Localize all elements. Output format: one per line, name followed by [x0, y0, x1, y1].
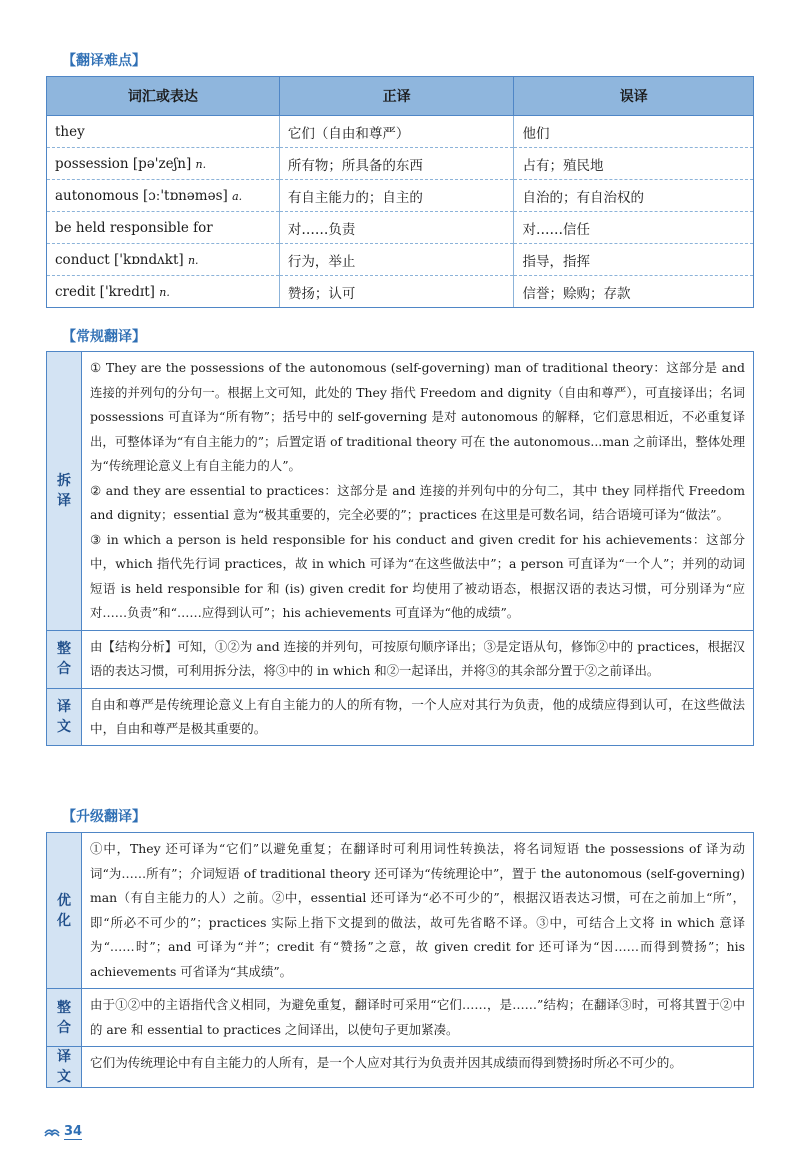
optimize-text: ①中，They 还可译为“它们”以避免重复；在翻译时可利用词性转换法，将名词短语 the possessions of 译为动词“为……所有”；介词短语 of traditional theory 还可译为“传统理论中”，置于 the autonomous (self-governing) man（有自主能力的人）之前。②中，essential 还可译为“必不可少的”，根据汉语表达习惯，可在之前加上“所”，即“所必不可少的”；practices 实际上指下文提到的做法，故可先省略不译。③中，可结合上文将 in which 意译为“……时”；and 可译为“并”；credit 有“赞扬”之意，故 given credit for 还可译为“因……而得到赞扬”；his achievements 可省译为“其成绩”。: [90, 841, 745, 979]
vocab-term: [47, 148, 280, 180]
split-para-1: ① They are the possessions of the autonomous (self-governing) man of traditional theory：这部分是 and 连接的并列句的分句一。根据上文可知，此处的 They 指代 Freedom and dignity（自由和尊严），可直接译出；名词 possessions 可直译为“所有物”；括号中的 self-governing 是对 autonomous 的解释，它们意思相近，不必重复译出，可整体译为“有自主能力的”；后置定语 of traditional theory 可在 the autonomous...man 之前译出，整体处理为“传统理论意义上有自主能力的人”。: [90, 360, 745, 473]
translation-label-char-1: 译: [57, 698, 71, 715]
vocab-wrong: 信誉；赊购；存款: [514, 276, 754, 308]
integrate-label: [47, 631, 82, 688]
vocab-term-text: conduct ['kɒndʌkt]: [55, 251, 184, 268]
upgrade-translation-box: [46, 832, 754, 1088]
vocab-correct: 行为，举止: [279, 244, 514, 276]
vocab-row: [47, 116, 754, 148]
vocab-wrong: 自治的；有自治权的: [514, 180, 754, 212]
upgrade-integrate-content: [82, 989, 753, 1046]
translation-content: [82, 689, 753, 745]
header-wrong: 误译: [514, 77, 754, 116]
integrate-row: [47, 631, 753, 689]
translation-label-char-2: 文: [57, 718, 71, 735]
regular-translation-box: [46, 351, 754, 746]
vocab-term: [47, 244, 280, 276]
vocab-row: [47, 244, 754, 276]
vocab-term: [47, 212, 280, 244]
vocab-pos: n.: [187, 253, 199, 267]
vocab-row: [47, 180, 754, 212]
translation-row: [47, 689, 753, 745]
vocab-row: [47, 276, 754, 308]
upgrade-translation-row: [47, 1047, 753, 1087]
vocab-row: [47, 148, 754, 180]
split-label-char-1: 拆: [57, 472, 71, 489]
vocab-pos: n.: [159, 285, 170, 299]
vocab-term-text: credit ['kredɪt]: [55, 283, 155, 300]
optimize-label: [47, 833, 82, 988]
integrate-label-char-1: 整: [57, 641, 71, 657]
vocab-wrong: 他们: [514, 116, 754, 148]
vocab-correct: 它们（自由和尊严）: [279, 116, 514, 148]
optimize-label-char-1: 优: [57, 892, 71, 909]
upgrade-integrate-text: 由于①②中的主语指代含义相同，为避免重复，翻译时可采用“它们……，是……”结构；在翻译③时，可将其置于②中的 are 和 essential to practices 之间译出，以使句子更加紧凑。: [90, 997, 745, 1037]
translation-text: 自由和尊严是传统理论意义上有自主能力的人的所有物，一个人应对其行为负责，他的成绩应得到认可，在这些做法中，自由和尊严是极其重要的。: [90, 696, 745, 736]
vocab-term-text: autonomous [ɔː'tɒnəməs]: [55, 187, 228, 204]
upgrade-integrate-row: [47, 989, 753, 1047]
upgrade-translation-label-char-2: 文: [57, 1069, 71, 1085]
vocab-term: [47, 180, 280, 212]
header-correct: 正译: [279, 77, 514, 116]
split-label-char-2: 译: [57, 492, 71, 509]
vocab-correct: 对……负责: [279, 212, 514, 244]
page-number: [44, 1124, 82, 1140]
book-icon: [44, 1127, 60, 1137]
upgrade-translation-label: [47, 1047, 82, 1087]
vocab-wrong: 指导，指挥: [514, 244, 754, 276]
vocab-wrong: 对……信任: [514, 212, 754, 244]
section-title-upgrade: 【升级翻译】: [62, 809, 146, 825]
split-para-3: ③ in which a person is held responsible for his conduct and given credit for his achievements：这部分中，which 指代先行词 practices，故 in which 可译为“在这些做法中”；a person 可直译为“一个人”；并列的动词短语 is held responsible for 和 (is) given credit for 均使用了被动语态，根据汉语的表达习惯，可分别译为“应对……负责”和“……应得到认可”；his achievements 可直译为“他的成绩”。: [90, 531, 745, 620]
upgrade-integrate-label-char-1: 整: [57, 999, 71, 1016]
vocab-table: [46, 76, 754, 308]
header-term: 词汇或表达: [47, 77, 280, 116]
vocab-term-text: they: [55, 123, 85, 140]
vocab-row: [47, 212, 754, 244]
vocab-pos: a.: [232, 189, 243, 203]
optimize-label-char-2: 化: [57, 912, 71, 929]
vocab-correct: 赞扬；认可: [279, 276, 514, 308]
vocab-correct: 所有物；所具备的东西: [279, 148, 514, 180]
vocab-term: [47, 276, 280, 308]
vocab-wrong: 占有；殖民地: [514, 148, 754, 180]
vocab-term-text: possession [pə'zeʃn]: [55, 155, 192, 172]
upgrade-translation-text: 它们为传统理论中有自主能力的人所有，是一个人应对其行为负责并因其成绩而得到赞扬时所必不可少的。: [90, 1055, 682, 1070]
split-row: [47, 352, 753, 631]
translation-label: [47, 689, 82, 745]
split-label: [47, 352, 82, 630]
vocab-pos: n.: [195, 157, 207, 171]
optimize-row: [47, 833, 753, 989]
optimize-content: [82, 833, 753, 988]
integrate-content: [82, 631, 753, 688]
integrate-text: 由【结构分析】可知，①②为 and 连接的并列句，可按原句顺序译出；③是定语从句，修饰②中的 practices，根据汉语的表达习惯，可利用拆分法，将③中的 in which 和②一起译出，并将③的其余部分置于②之前译出。: [90, 638, 745, 678]
vocab-header-row: [47, 77, 754, 116]
upgrade-integrate-label: [47, 989, 82, 1046]
vocab-correct: 有自主能力的；自主的: [279, 180, 514, 212]
integrate-label-char-2: 合: [57, 661, 71, 677]
section-title-regular: 【常规翻译】: [62, 329, 146, 345]
section-title-difficulty: 【翻译难点】: [62, 53, 146, 69]
upgrade-integrate-label-char-2: 合: [57, 1019, 71, 1036]
vocab-term-text: be held responsible for: [55, 219, 213, 236]
vocab-term: [47, 116, 280, 148]
split-para-2: ② and they are essential to practices：这部分是 and 连接的并列句中的分句二，其中 they 同样指代 Freedom and dignity；essential 意为“极其重要的，完全必要的”；practices 在这里是可数名词，结合语境可译为“做法”。: [90, 482, 745, 522]
upgrade-translation-label-char-1: 译: [57, 1049, 71, 1065]
split-content: [82, 352, 753, 630]
page-number-text: 34: [64, 1124, 83, 1139]
upgrade-translation-content: [82, 1047, 753, 1087]
